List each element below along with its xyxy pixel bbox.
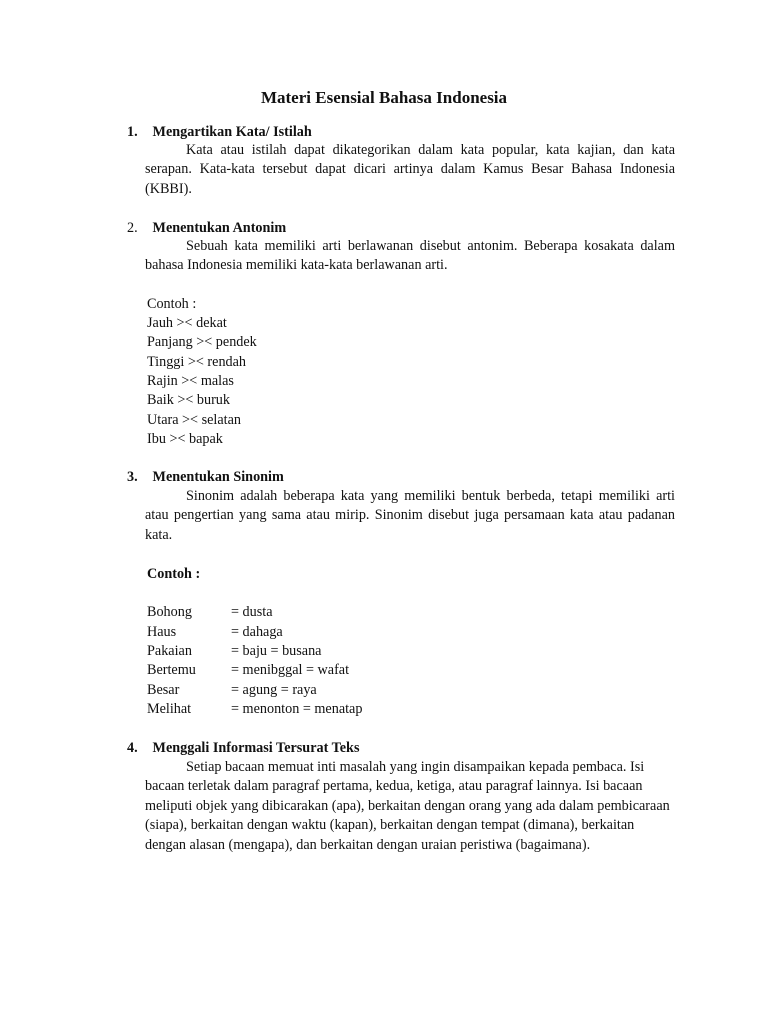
antonym-example: Tinggi >< rendah xyxy=(147,354,247,370)
section-3-heading xyxy=(127,469,284,486)
section-title: Menggali Informasi Tersurat Teks xyxy=(152,740,360,756)
section-number: 3. xyxy=(127,469,138,485)
antonym-example: Utara >< selatan xyxy=(147,412,241,428)
page-title: Materi Esensial Bahasa Indonesia xyxy=(260,88,508,107)
section-4-heading xyxy=(127,740,359,757)
synonym-equals: = menonton = menatap xyxy=(231,701,363,717)
synonym-equals: = dahaga xyxy=(231,624,283,640)
antonym-example: Panjang >< pendek xyxy=(147,334,257,350)
antonym-example: Ibu >< bapak xyxy=(147,431,223,447)
section-1-heading xyxy=(127,124,312,141)
synonym-equals: = baju = busana xyxy=(231,643,322,659)
synonym-word: Bohong xyxy=(147,604,192,620)
synonym-example-label: Contoh : xyxy=(147,566,201,582)
section-title: Mengartikan Kata/ Istilah xyxy=(152,124,312,140)
section-3-paragraph: Sinonim adalah beberapa kata yang memiliki bentuk berbeda, tetapi memiliki arti atau pengertian yang sama atau mirip. Sinonim disebut juga persamaan kata atau padanan kata. xyxy=(145,488,675,543)
section-2-paragraph: Sebuah kata memiliki arti berlawanan disebut antonim. Beberapa kosakata dalam bahasa Indonesia memiliki kata-kata berlawanan arti. xyxy=(145,238,675,274)
synonym-word: Haus xyxy=(147,624,177,640)
section-number: 1. xyxy=(127,124,138,140)
antonym-example-label: Contoh : xyxy=(147,296,197,312)
synonym-equals: = menibggal = wafat xyxy=(231,662,350,678)
synonym-equals: = agung = raya xyxy=(231,682,317,698)
antonym-example: Jauh >< dekat xyxy=(147,315,227,331)
section-number: 4. xyxy=(127,740,138,756)
synonym-word: Bertemu xyxy=(147,662,196,678)
section-number: 2. xyxy=(127,220,138,236)
section-title: Menentukan Antonim xyxy=(152,220,287,236)
antonym-example: Baik >< buruk xyxy=(147,392,230,408)
section-title: Menentukan Sinonim xyxy=(152,469,284,485)
synonym-equals: = dusta xyxy=(231,604,273,620)
synonym-word: Melihat xyxy=(147,701,192,717)
synonym-word: Besar xyxy=(147,682,180,698)
section-4-paragraph: Setiap bacaan memuat inti masalah yang ingin disampaikan kepada pembaca. Isi bacaan terletak dalam paragraf pertama, kedua, ketiga, atau paragraf lainnya. Isi bacaan meliputi objek yang dibicarakan (apa), berkaitan dengan orang yang ada dalam pembicaraan (siapa), berkaitan dengan waktu (kapan), berkaitan dengan tempat (dimana), berkaitan dengan alasan (mengapa), dan berkaitan dengan uraian peristiwa (bagaimana). xyxy=(145,759,670,853)
antonym-example: Rajin >< malas xyxy=(147,373,234,389)
section-2-heading xyxy=(127,220,286,237)
section-1-paragraph: Kata atau istilah dapat dikategorikan dalam kata popular, kata kajian, dan kata serapan. Kata-kata tersebut dapat dicari artinya dalam Kamus Besar Bahasa Indonesia (KBBI). xyxy=(145,142,675,197)
synonym-word: Pakaian xyxy=(147,643,192,659)
